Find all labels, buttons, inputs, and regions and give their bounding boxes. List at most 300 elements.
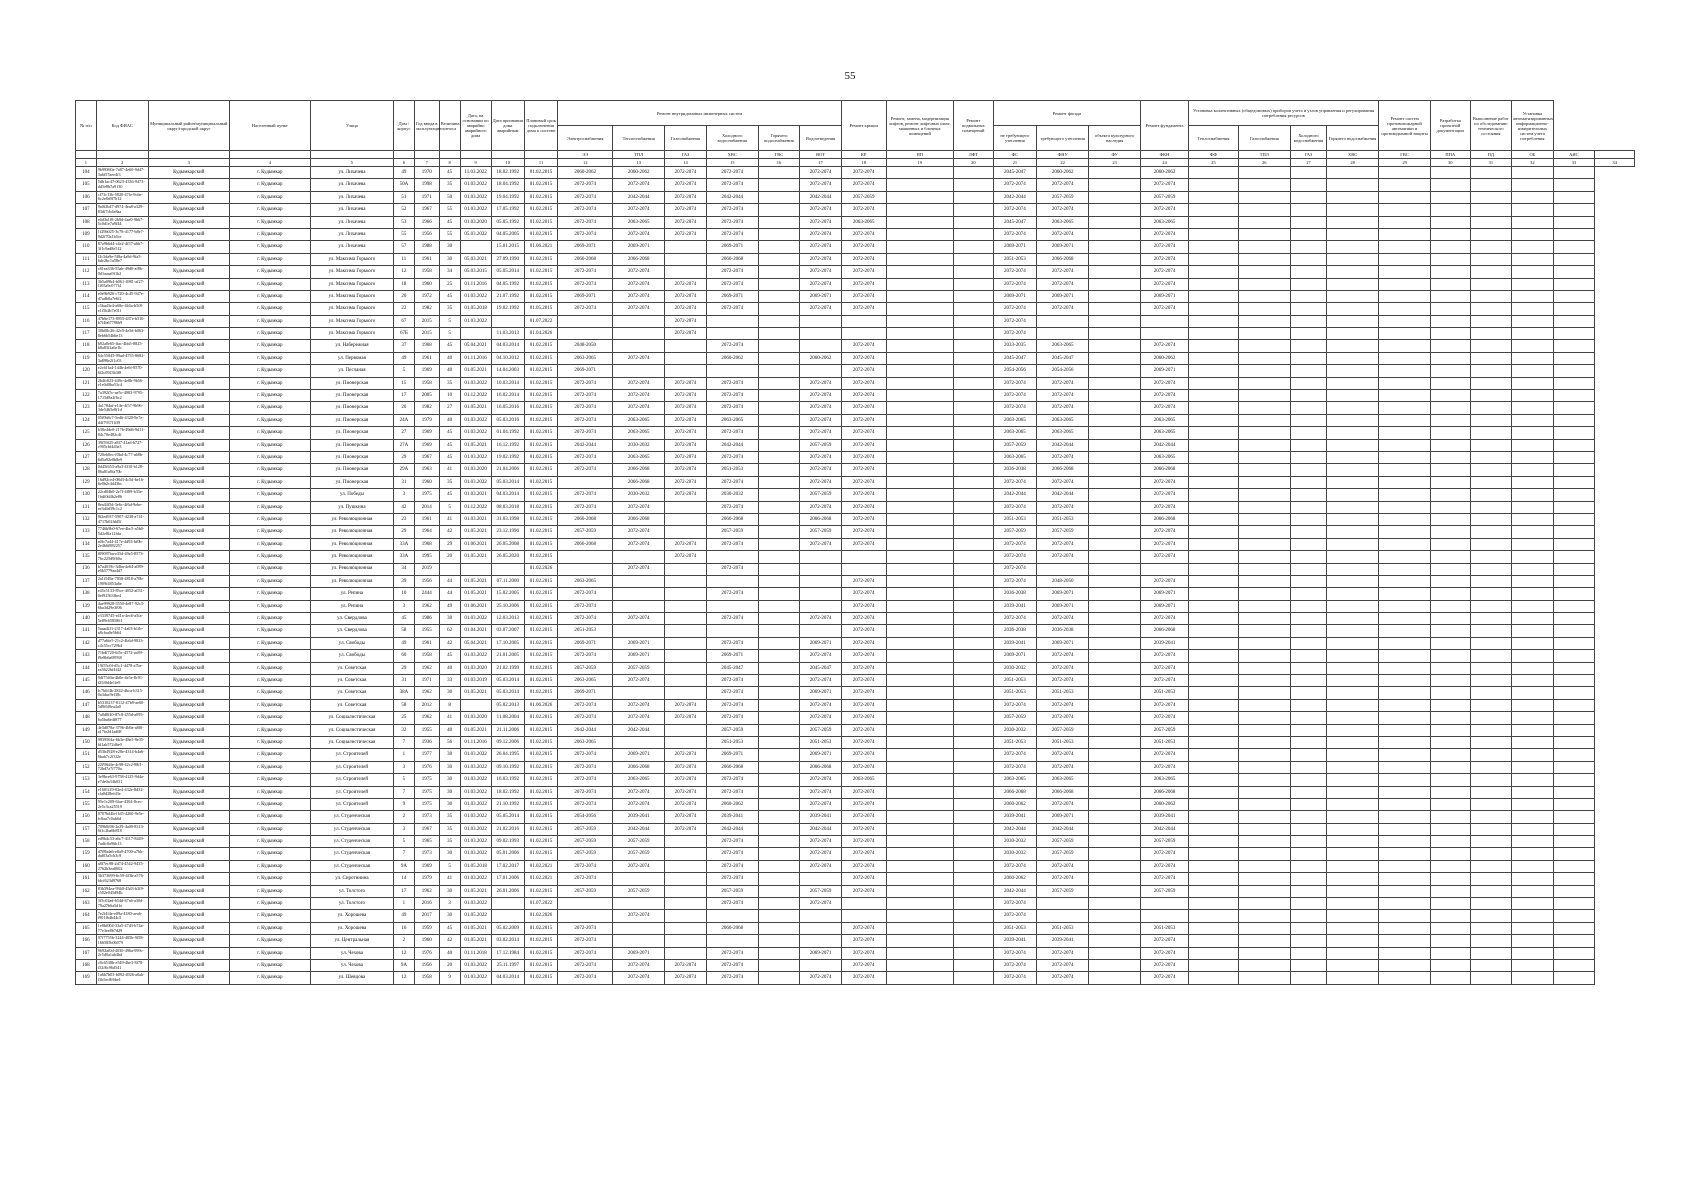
cell-basement — [954, 476, 993, 488]
cell-heat — [613, 588, 665, 600]
cell-street: ул. Толстого — [310, 885, 393, 897]
cell-meter-gas — [1238, 365, 1290, 377]
cell-meter-gas — [1238, 798, 1290, 810]
cell-year: 1973 — [414, 848, 439, 860]
cell-house: 57 — [394, 241, 415, 253]
cell-year: 1965 — [414, 836, 439, 848]
cell-lift — [886, 439, 954, 451]
cell-hot-water — [758, 637, 800, 649]
cell-lift — [886, 538, 954, 550]
column-number-cell: 5 — [310, 159, 393, 167]
column-number-cell: 12 — [558, 159, 613, 167]
cell-house: 12 — [394, 947, 415, 959]
cell-facade-c — [1089, 253, 1141, 265]
cell-extra — [1553, 786, 1595, 798]
cell-hot-water — [758, 798, 800, 810]
cell-facade-b — [1037, 898, 1089, 910]
cell-meter-heat — [1188, 464, 1238, 476]
cell-date-recognized — [491, 563, 524, 575]
cell-year: 1975 — [414, 798, 439, 810]
cell-cold-water: 2045-2047 — [706, 662, 758, 674]
cell-gas: 2072-2074 — [665, 315, 707, 327]
table-row — [76, 513, 1635, 525]
cell-foundation: 2072-2074 — [1141, 402, 1189, 414]
cell-facade-c — [1089, 662, 1141, 674]
cell-meter-cold — [1290, 216, 1326, 228]
cell-heat: 2072-2074 — [613, 563, 665, 575]
cell-design — [1431, 167, 1470, 179]
cell-meter-cold — [1290, 935, 1326, 947]
cell-meter-cold — [1290, 687, 1326, 699]
cell-auto — [1512, 216, 1554, 228]
cell-hot-water — [758, 724, 800, 736]
cell-lift — [886, 625, 954, 637]
cell-auto — [1512, 290, 1554, 302]
cell-settlement: г. Кудымкар — [229, 563, 310, 575]
cell-date-accident: 01.05.2021 — [460, 724, 491, 736]
cell-facade-a: 2060-2062 — [993, 873, 1037, 885]
cell-hot-water — [758, 922, 800, 934]
cell-gas: 2072-2074 — [665, 489, 707, 501]
code-cell: ТПЛ — [1238, 151, 1290, 159]
cell-hot-water — [758, 476, 800, 488]
table-row — [76, 551, 1635, 563]
cell-foundation: 2072-2074 — [1141, 377, 1189, 389]
cell-inspect — [1470, 798, 1512, 810]
cell-meter-cold — [1290, 650, 1326, 662]
column-number-cell: 2 — [96, 159, 148, 167]
cell-meter-cold — [1290, 699, 1326, 711]
cell-extra — [1553, 179, 1595, 191]
cell-meter-heat — [1188, 675, 1238, 687]
cell-date-accident: 01.05.2021 — [460, 365, 491, 377]
cell-design — [1431, 736, 1470, 748]
cell-fire — [1379, 501, 1431, 513]
table-row — [76, 860, 1635, 872]
cell-facade-b: 2072-2074 — [1037, 278, 1089, 290]
cell-auto — [1512, 600, 1554, 612]
cell-meter-cold — [1290, 724, 1326, 736]
cell-sewer: 2072-2074 — [800, 848, 842, 860]
cell-electro: 2069-2071 — [558, 637, 613, 649]
cell-fias: 3b5a09b4-b061-4981-af27-1f05a9c077f4 — [96, 278, 148, 290]
cell-fire — [1379, 377, 1431, 389]
cell-roof: 2072-2074 — [841, 228, 886, 240]
cell-basement — [954, 662, 993, 674]
cell-date-recognized: 18.04.1992 — [491, 179, 524, 191]
cell-fire — [1379, 811, 1431, 823]
cell-auto — [1512, 724, 1554, 736]
cell-extra — [1553, 526, 1595, 538]
cell-extra — [1553, 390, 1595, 402]
cell-roof: 2072-2074 — [841, 402, 886, 414]
table-row — [76, 427, 1635, 439]
cell-facade-b: 2072-2074 — [1037, 675, 1089, 687]
cell-sewer — [800, 328, 842, 340]
cell-wear: 10 — [439, 390, 460, 402]
cell-municipality: Кудымкарский — [148, 873, 229, 885]
cell-street: ул. Максима Горького — [310, 303, 393, 315]
cell-design — [1431, 873, 1470, 885]
cell-street: ул. Сиротинина — [310, 873, 393, 885]
cell-meter-gas — [1238, 513, 1290, 525]
cell-fire — [1379, 836, 1431, 848]
cell-street: ул. Советская — [310, 675, 393, 687]
cell-row-no: 158 — [76, 836, 97, 848]
cell-wear — [439, 563, 460, 575]
cell-meter-heat — [1188, 253, 1238, 265]
cell-facade-a: 2039-2041 — [993, 637, 1037, 649]
cell-date-accident: 01.05.2022 — [460, 910, 491, 922]
cell-street: ул. Революционная — [310, 538, 393, 550]
cell-sewer — [800, 910, 842, 922]
cell-wear: 40 — [439, 352, 460, 364]
cell-cold-water: 2072-2074 — [706, 377, 758, 389]
cell-row-no: 160 — [76, 860, 97, 872]
cell-date-plan: 01.02.2015 — [524, 278, 557, 290]
cell-municipality: Кудымкарский — [148, 662, 229, 674]
cell-heat: 2039-2041 — [613, 811, 665, 823]
cell-heat: 2072-2074 — [613, 675, 665, 687]
cell-facade-c — [1089, 352, 1141, 364]
cell-street: ул. Студенческая — [310, 836, 393, 848]
cell-facade-b — [1037, 910, 1089, 922]
cell-facade-b: 2072-2074 — [1037, 873, 1089, 885]
table-row — [76, 352, 1635, 364]
cell-date-plan: 01.02.2015 — [524, 290, 557, 302]
cell-meter-cold — [1290, 290, 1326, 302]
cell-street: ул. Студенческая — [310, 823, 393, 835]
cell-fire — [1379, 910, 1431, 922]
cell-street: ул. Пионерская — [310, 439, 393, 451]
cell-house: 20 — [394, 290, 415, 302]
cell-facade-a: 2069-2071 — [993, 650, 1037, 662]
cell-street: ул. Свердлова — [310, 613, 393, 625]
cell-meter-hot — [1327, 253, 1379, 265]
cell-design — [1431, 563, 1470, 575]
table-header — [76, 101, 1635, 167]
cell-meter-hot — [1327, 439, 1379, 451]
cell-meter-hot — [1327, 328, 1379, 340]
cell-fire — [1379, 204, 1431, 216]
cell-roof: 2072-2074 — [841, 860, 886, 872]
cell-meter-hot — [1327, 637, 1379, 649]
cell-facade-c — [1089, 637, 1141, 649]
cell-street: ул. Советская — [310, 662, 393, 674]
cell-settlement: г. Кудымкар — [229, 613, 310, 625]
cell-roof: 2072-2074 — [841, 253, 886, 265]
cell-heat: 2057-2059 — [613, 662, 665, 674]
cell-roof: 2072-2074 — [841, 513, 886, 525]
cell-extra — [1553, 241, 1595, 253]
cell-hot-water — [758, 675, 800, 687]
cell-date-recognized: 15.02.2005 — [491, 588, 524, 600]
cell-house: 24А — [394, 414, 415, 426]
cell-meter-heat — [1188, 390, 1238, 402]
th-roof: Ремонт крыши — [841, 101, 886, 151]
cell-roof: 2072-2074 — [841, 266, 886, 278]
cell-hot-water — [758, 972, 800, 984]
cell-meter-cold — [1290, 352, 1326, 364]
cell-street: ул. Студенческая — [310, 860, 393, 872]
cell-lift — [886, 489, 954, 501]
cell-gas: 2072-2074 — [665, 278, 707, 290]
cell-municipality: Кудымкарский — [148, 910, 229, 922]
cell-roof: 2063-2065 — [841, 774, 886, 786]
cell-house: 15 — [394, 377, 415, 389]
cell-facade-b: 2072-2074 — [1037, 960, 1089, 972]
cell-municipality: Кудымкарский — [148, 538, 229, 550]
cell-fias: 7a392f5c-ae5c-4983-9795-1715d8a2f6c2 — [96, 390, 148, 402]
cell-hot-water — [758, 761, 800, 773]
cell-wear: 30 — [439, 749, 460, 761]
cell-wear: 44 — [439, 588, 460, 600]
cell-foundation: 2072-2074 — [1141, 575, 1189, 587]
cell-date-recognized: 19.02.1992 — [491, 451, 524, 463]
cell-year: 1956 — [414, 575, 439, 587]
cell-municipality: Кудымкарский — [148, 786, 229, 798]
cell-date-accident: 01.06.2021 — [460, 538, 491, 550]
cell-date-accident: 01.03.2022 — [460, 290, 491, 302]
cell-municipality: Кудымкарский — [148, 191, 229, 203]
cell-street: ул. Максима Горького — [310, 253, 393, 265]
cell-auto — [1512, 898, 1554, 910]
cell-electro: 2072-2074 — [558, 303, 613, 315]
cell-cold-water — [706, 551, 758, 563]
cell-date-recognized: 04.05.2005 — [491, 228, 524, 240]
cell-municipality: Кудымкарский — [148, 340, 229, 352]
cell-sewer: 2042-2044 — [800, 191, 842, 203]
cell-inspect — [1470, 613, 1512, 625]
cell-fias: e45c5133-85ce-4052-a031-0ef92563fbe4 — [96, 588, 148, 600]
cell-heat: 2069-2071 — [613, 241, 665, 253]
cell-date-recognized: 09.12.2006 — [491, 736, 524, 748]
cell-municipality: Кудымкарский — [148, 860, 229, 872]
cell-gas: 2072-2074 — [665, 204, 707, 216]
cell-gas — [665, 253, 707, 265]
cell-heat: 2072-2074 — [613, 266, 665, 278]
cell-auto — [1512, 228, 1554, 240]
cell-date-recognized: 04.03.2014 — [491, 972, 524, 984]
cell-gas: 2072-2074 — [665, 786, 707, 798]
cell-meter-heat — [1188, 613, 1238, 625]
cell-fias: 2a1f549a-7858-4818-a70b-1909f4853a6e — [96, 575, 148, 587]
cell-auto — [1512, 588, 1554, 600]
cell-sewer: 2066-2068 — [800, 761, 842, 773]
cell-facade-a: 2063-2065 — [993, 427, 1037, 439]
cell-fias: e6d3a1f8-2b9d-4ae0-9b67-5c0d1e7a9f44 — [96, 216, 148, 228]
cell-foundation — [1141, 328, 1189, 340]
cell-inspect — [1470, 600, 1512, 612]
cell-facade-a: 2042-2044 — [993, 885, 1037, 897]
cell-auto — [1512, 526, 1554, 538]
cell-meter-cold — [1290, 922, 1326, 934]
cell-street: ул. Лихачева — [310, 204, 393, 216]
cell-date-accident: 01.04.2021 — [460, 625, 491, 637]
cell-meter-heat — [1188, 563, 1238, 575]
th-meter-cold: Холодного водоснабжения — [1290, 126, 1326, 151]
cell-lift — [886, 228, 954, 240]
cell-roof: 2072-2074 — [841, 662, 886, 674]
cell-design — [1431, 365, 1470, 377]
cell-fias: 95e1c209-6fae-4304-8cec-2e5c3ca25519 — [96, 798, 148, 810]
table-row — [76, 538, 1635, 550]
cell-street: ул. Пионерская — [310, 476, 393, 488]
cell-roof: 2072-2074 — [841, 848, 886, 860]
cell-hot-water — [758, 786, 800, 798]
cell-lift — [886, 588, 954, 600]
cell-facade-b: 2072-2074 — [1037, 662, 1089, 674]
cell-row-no: 116 — [76, 315, 97, 327]
cell-date-accident: 01.05.2021 — [460, 588, 491, 600]
cell-house: 45 — [394, 613, 415, 625]
cell-inspect — [1470, 749, 1512, 761]
cell-date-recognized: 16.02.2014 — [491, 390, 524, 402]
cell-extra — [1553, 761, 1595, 773]
cell-electro: 2054-2056 — [558, 811, 613, 823]
cell-basement — [954, 860, 993, 872]
cell-date-accident: 01.05.2021 — [460, 439, 491, 451]
cell-gas: 2072-2074 — [665, 303, 707, 315]
cell-hot-water — [758, 526, 800, 538]
cell-meter-gas — [1238, 712, 1290, 724]
cell-sewer: 2072-2074 — [800, 427, 842, 439]
cell-design — [1431, 947, 1470, 959]
cell-settlement: г. Кудымкар — [229, 761, 310, 773]
cell-auto — [1512, 972, 1554, 984]
cell-sewer — [800, 625, 842, 637]
cell-date-plan: 01.02.2026 — [524, 563, 557, 575]
cell-basement — [954, 811, 993, 823]
cell-foundation: 2063-2065 — [1141, 774, 1189, 786]
cell-electro: 2072-2074 — [558, 390, 613, 402]
cell-electro: 2072-2074 — [558, 402, 613, 414]
cell-meter-hot — [1327, 724, 1379, 736]
table-body — [76, 167, 1635, 985]
cell-meter-cold — [1290, 167, 1326, 179]
cell-fias: d53b4928-e20e-4314-b4a6-6bab7c2f3f2e — [96, 749, 148, 761]
cell-inspect — [1470, 563, 1512, 575]
cell-heat: 2072-2074 — [613, 699, 665, 711]
cell-roof: 2072-2074 — [841, 947, 886, 959]
cell-row-no: 130 — [76, 489, 97, 501]
cell-house: 31 — [394, 476, 415, 488]
cell-settlement: г. Кудымкар — [229, 315, 310, 327]
cell-roof: 2072-2074 — [841, 588, 886, 600]
cell-meter-hot — [1327, 538, 1379, 550]
cell-electro: 2057-2059 — [558, 526, 613, 538]
cell-row-no: 108 — [76, 216, 97, 228]
cell-heat — [613, 365, 665, 377]
th-facade-a: не требующего утепления — [993, 126, 1037, 151]
cell-hot-water — [758, 613, 800, 625]
cell-facade-b: 2051-2053 — [1037, 513, 1089, 525]
cell-meter-hot — [1327, 699, 1379, 711]
cell-facade-c — [1089, 439, 1141, 451]
cell-facade-b: 2072-2074 — [1037, 972, 1089, 984]
cell-gas: 2072-2074 — [665, 798, 707, 810]
cell-auto — [1512, 365, 1554, 377]
cell-electro: 2057-2059 — [558, 836, 613, 848]
cell-facade-a: 2051-2053 — [993, 253, 1037, 265]
cell-facade-a: 2045-2047 — [993, 352, 1037, 364]
cell-extra — [1553, 873, 1595, 885]
cell-roof — [841, 315, 886, 327]
cell-facade-b: 2072-2074 — [1037, 613, 1089, 625]
cell-municipality: Кудымкарский — [148, 563, 229, 575]
cell-heat: 2072-2074 — [613, 798, 665, 810]
cell-date-accident: 01.12.2022 — [460, 390, 491, 402]
cell-row-no: 114 — [76, 290, 97, 302]
cell-facade-a: 2072-2074 — [993, 377, 1037, 389]
cell-street: ул. Репина — [310, 600, 393, 612]
cell-meter-hot — [1327, 662, 1379, 674]
cell-fire — [1379, 687, 1431, 699]
cell-date-recognized: 03.02.2014 — [491, 935, 524, 947]
cell-meter-gas — [1238, 935, 1290, 947]
cell-meter-cold — [1290, 451, 1326, 463]
cell-municipality: Кудымкарский — [148, 167, 229, 179]
cell-extra — [1553, 910, 1595, 922]
cell-lift — [886, 513, 954, 525]
column-number-cell: 33 — [1553, 159, 1595, 167]
cell-extra — [1553, 551, 1595, 563]
cell-foundation: 2066-2068 — [1141, 625, 1189, 637]
cell-extra — [1553, 898, 1595, 910]
column-number-cell: 10 — [491, 159, 524, 167]
cell-meter-gas — [1238, 191, 1290, 203]
cell-house: 29 — [394, 662, 415, 674]
cell-date-recognized: 17.05.1992 — [491, 204, 524, 216]
cell-house: 5 — [394, 365, 415, 377]
cell-facade-c — [1089, 935, 1141, 947]
cell-date-plan: 01.02.2015 — [524, 402, 557, 414]
cell-foundation — [1141, 315, 1189, 327]
cell-sewer: 2045-2047 — [800, 662, 842, 674]
cell-date-accident: 01.03.2022 — [460, 613, 491, 625]
cell-facade-a: 2072-2074 — [993, 228, 1037, 240]
cell-fias: 7a8d8f40-87c8-455d-a095-6a5ba6e4f877 — [96, 712, 148, 724]
cell-date-recognized: 11.08.2004 — [491, 712, 524, 724]
cell-facade-a: 2072-2074 — [993, 551, 1037, 563]
table-row — [76, 972, 1635, 984]
cell-design — [1431, 650, 1470, 662]
cell-facade-c — [1089, 724, 1141, 736]
cell-municipality: Кудымкарский — [148, 414, 229, 426]
cell-meter-gas — [1238, 179, 1290, 191]
cell-foundation: 2057-2059 — [1141, 836, 1189, 848]
cell-sewer: 2051-2053 — [800, 736, 842, 748]
cell-cold-water: 2072-2074 — [706, 675, 758, 687]
cell-house: 3 — [394, 823, 415, 835]
cell-date-recognized — [491, 898, 524, 910]
cell-date-recognized: 04.10.2012 — [491, 352, 524, 364]
cell-basement — [954, 848, 993, 860]
cell-street: ул. Революционная — [310, 551, 393, 563]
cell-facade-b: 2072-2074 — [1037, 538, 1089, 550]
cell-auto — [1512, 798, 1554, 810]
cell-fire — [1379, 625, 1431, 637]
cell-meter-cold — [1290, 303, 1326, 315]
cell-fire — [1379, 860, 1431, 872]
cell-roof: 2072-2074 — [841, 749, 886, 761]
cell-cold-water: 2072-2074 — [706, 836, 758, 848]
cell-house: 33А — [394, 538, 415, 550]
cell-facade-c — [1089, 526, 1141, 538]
cell-auto — [1512, 687, 1554, 699]
cell-facade-a: 2072-2074 — [993, 575, 1037, 587]
cell-cold-water: 2042-2044 — [706, 439, 758, 451]
